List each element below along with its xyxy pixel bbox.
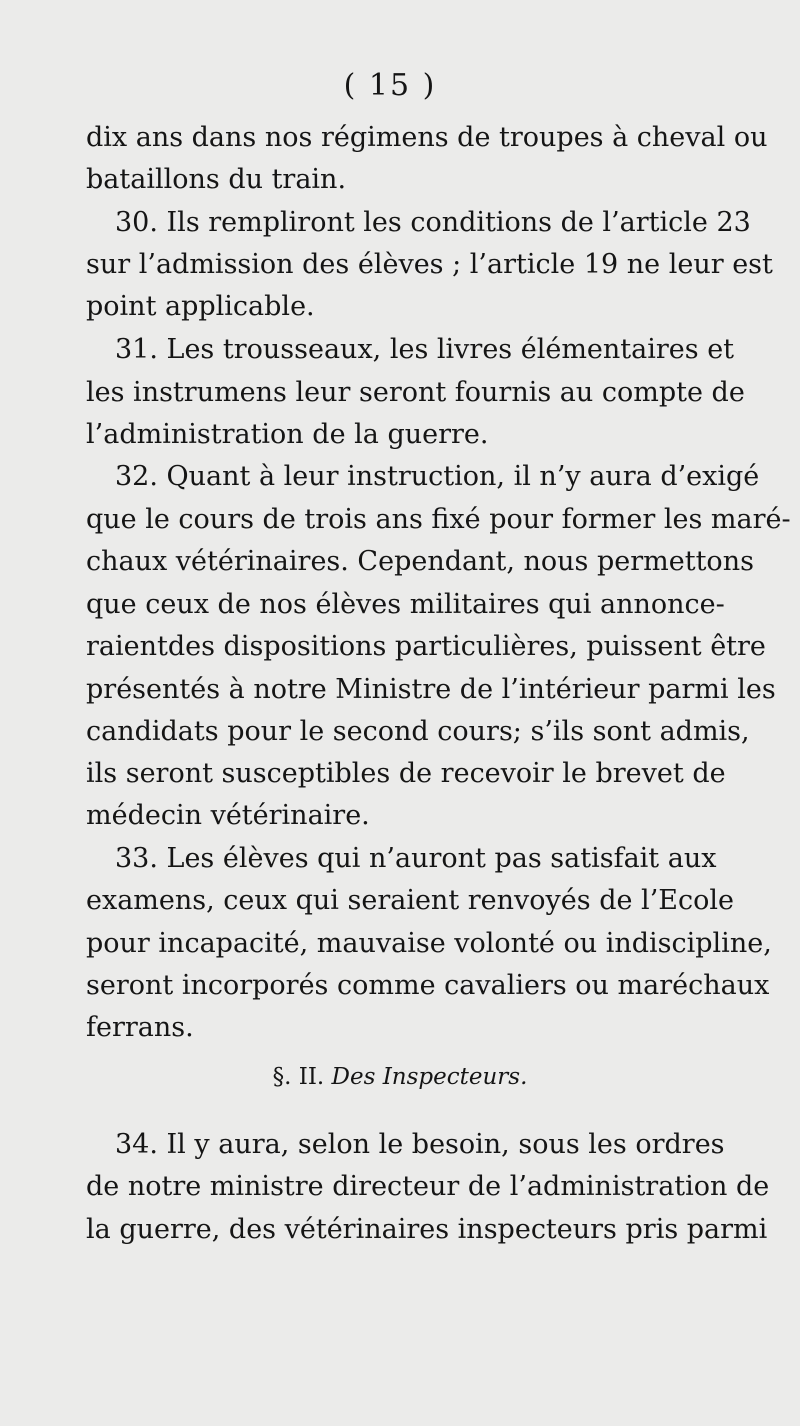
- text-line: bataillons du train.: [86, 164, 347, 195]
- text-line: dix ans dans nos régimens de troupes à cheval ou: [86, 122, 768, 153]
- text-line: présentés à notre Ministre de l’intérieur parmi les: [86, 674, 776, 705]
- text-line: point applicable.: [86, 291, 315, 322]
- text-line: sur l’admission des élèves ; l’article 19 ne leur est: [86, 249, 773, 280]
- text-line: que le cours de trois ans fixé pour former les maré-: [86, 504, 791, 535]
- text-line: que ceux de nos élèves militaires qui annonce-: [86, 589, 725, 620]
- text-line: pour incapacité, mauvaise volonté ou indiscipline,: [86, 928, 772, 959]
- section-number: §. II.: [272, 1064, 325, 1090]
- text-line: 31. Les trousseaux, les livres élémentaires et: [115, 334, 735, 365]
- text-line: de notre ministre directeur de l’administration de: [86, 1171, 770, 1202]
- text-line: la guerre, des vétérinaires inspecteurs pris parmi: [86, 1214, 768, 1245]
- text-line: 30. Ils rempliront les conditions de l’article 23: [115, 207, 751, 238]
- text-line: ils seront susceptibles de recevoir le brevet de: [86, 758, 726, 789]
- section-heading: [0, 1060, 800, 1094]
- section-title: Des Inspecteurs.: [331, 1064, 528, 1090]
- text-line: les instrumens leur seront fournis au compte de: [86, 377, 745, 408]
- text-line: 33. Les élèves qui n’auront pas satisfait aux: [115, 843, 717, 874]
- text-line: ferrans.: [86, 1012, 194, 1043]
- text-line: candidats pour le second cours; s’ils sont admis,: [86, 716, 750, 747]
- text-line: 32. Quant à leur instruction, il n’y aura d’exigé: [115, 461, 760, 492]
- text-line: examens, ceux qui seraient renvoyés de l’Ecole: [86, 885, 734, 916]
- text-line: 34. Il y aura, selon le besoin, sous les ordres: [115, 1129, 725, 1160]
- text-line: chaux vétérinaires. Cependant, nous permettons: [86, 546, 754, 577]
- page-number: ( 15 ): [343, 68, 437, 103]
- text-line: raientdes dispositions particulières, puissent être: [86, 631, 766, 662]
- text-line: l’administration de la guerre.: [86, 419, 489, 450]
- text-line: seront incorporés comme cavaliers ou maréchaux: [86, 970, 770, 1001]
- text-line: médecin vétérinaire.: [86, 800, 370, 831]
